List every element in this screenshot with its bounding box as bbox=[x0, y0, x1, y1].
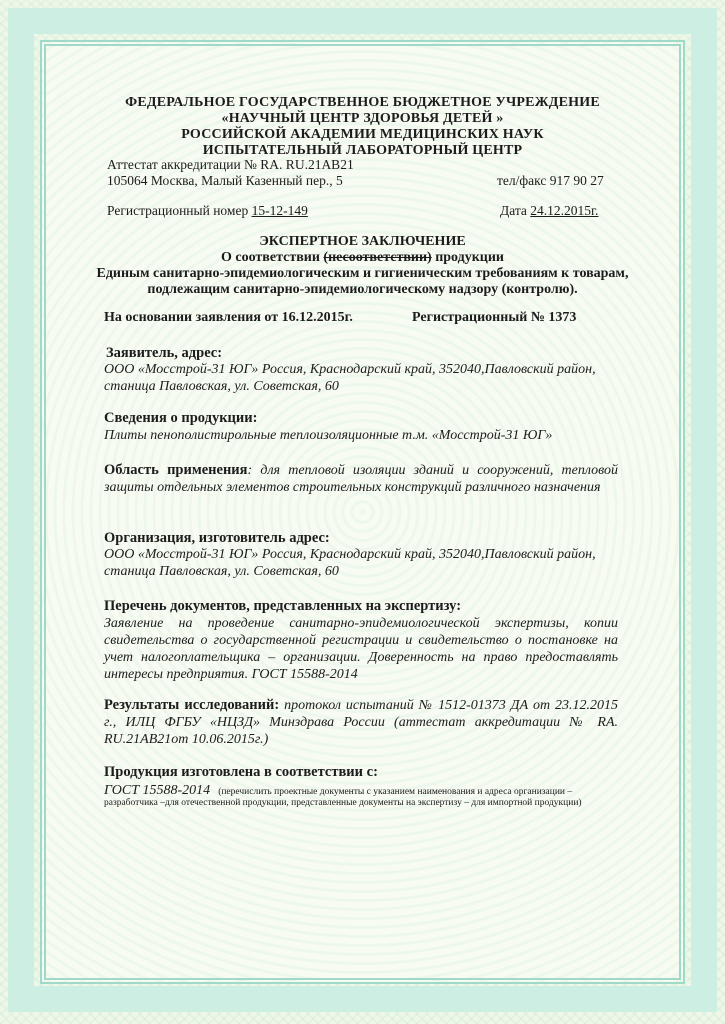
registration-number bbox=[107, 203, 308, 219]
product-value: Плиты пенополистирольные теплоизоляционные т.м. «Мосстрой-31 ЮГ» bbox=[104, 428, 553, 443]
compliance-note-2: разработчика –для отечественной продукции, представленные документы на экспертизу – для импортной продукции) bbox=[104, 798, 582, 808]
document-title: ЭКСПЕРТНОЕ ЗАКЛЮЧЕНИЕ bbox=[259, 234, 466, 249]
title-sub-suffix: продукции bbox=[435, 250, 504, 265]
compliance-note-1: (перечислить проектные документы с указанием наименования и адреса организации – bbox=[218, 787, 573, 797]
accreditation: Аттестат аккредитации № RA. RU.21AB21 bbox=[107, 157, 354, 172]
title-line-4: подлежащим санитарно-эпидемиологическому надзору (контролю). bbox=[147, 282, 578, 297]
header-line-1: ФЕДЕРАЛЬНОЕ ГОСУДАРСТВЕННОЕ БЮДЖЕТНОЕ УЧРЕЖДЕНИЕ bbox=[125, 95, 600, 110]
scope-label: Область применения bbox=[104, 462, 248, 478]
compliance-standard: ГОСТ 15588-2014 bbox=[104, 783, 211, 798]
phone: тел/факс 917 90 27 bbox=[497, 173, 604, 188]
compliance-label: Продукция изготовлена в соответствии с: bbox=[104, 764, 378, 780]
header-line-3: РОССИЙСКОЙ АКАДЕМИИ МЕДИЦИНСКИХ НАУК bbox=[181, 127, 544, 142]
documents-value: Заявление на проведение санитарно-эпидемиологической экспертизы, копии свидетельства о государственной регистрации и свидетельство о постановке на учет налогоплательщика – организации. Доверенность на право предоставлять интересы предприятия. ГОСТ 15588-2014 bbox=[104, 616, 618, 682]
header-line-2: «НАУЧНЫЙ ЦЕНТР ЗДОРОВЬЯ ДЕТЕЙ » bbox=[221, 111, 504, 126]
title-sub-struck: (несоответствии) bbox=[323, 250, 432, 265]
date-value: 24.12.2015г. bbox=[530, 203, 599, 218]
title-subline bbox=[0, 250, 725, 266]
scope-value: : для тепловой изоляции зданий и сооружений, тепловой защиты отдельных элементов строительных конструкций различного назначения bbox=[104, 463, 618, 495]
manufacturer-line-1: ООО «Мосстрой-31 ЮГ» Россия, Краснодарский край, 352040,Павловский район, bbox=[104, 547, 596, 562]
applicant-line-2: станица Павловская, ул. Советская, 60 bbox=[104, 379, 339, 394]
applicant-line-1: ООО «Мосстрой-31 ЮГ» Россия, Краснодарский край, 352040,Павловский район, bbox=[104, 362, 596, 377]
registration-label: Регистрационный номер bbox=[107, 203, 249, 218]
header-line-4: ИСПЫТАТЕЛЬНЫЙ ЛАБОРАТОРНЫЙ ЦЕНТР bbox=[202, 143, 523, 158]
registration-date bbox=[500, 203, 598, 219]
application-basis: На основании заявления от 16.12.2015г. bbox=[104, 310, 353, 325]
compliance-line bbox=[104, 781, 572, 799]
product-label: Сведения о продукции: bbox=[104, 410, 258, 426]
scope-block bbox=[104, 462, 618, 496]
address: 105064 Москва, Малый Казенный пер., 5 bbox=[107, 173, 343, 188]
applicant-label: Заявитель, адрес: bbox=[106, 345, 223, 361]
registration-value: 15-12-149 bbox=[251, 203, 308, 218]
documents-label: Перечень документов, представленных на экспертизу: bbox=[104, 598, 462, 614]
application-reg-number: Регистрационный № 1373 bbox=[412, 310, 577, 325]
results-label: Результаты исследований: bbox=[104, 697, 280, 713]
results-value: протокол испытаний № 1512-01373 ДА от 23.12.2015 г., ИЛЦ ФГБУ «НЦЗД» Минздрава России (аттестат аккредитации № RA. RU.21AB21от 10.06.2015г.) bbox=[104, 698, 618, 747]
date-label: Дата bbox=[500, 203, 527, 218]
title-sub-prefix: О соответствии bbox=[221, 250, 320, 265]
manufacturer-label: Организация, изготовитель адрес: bbox=[104, 530, 330, 546]
manufacturer-line-2: станица Павловская, ул. Советская, 60 bbox=[104, 564, 339, 579]
title-line-3: Единым санитарно-эпидемиологическим и гигиеническим требованиям к товарам, bbox=[96, 266, 629, 281]
results-block bbox=[104, 697, 618, 748]
